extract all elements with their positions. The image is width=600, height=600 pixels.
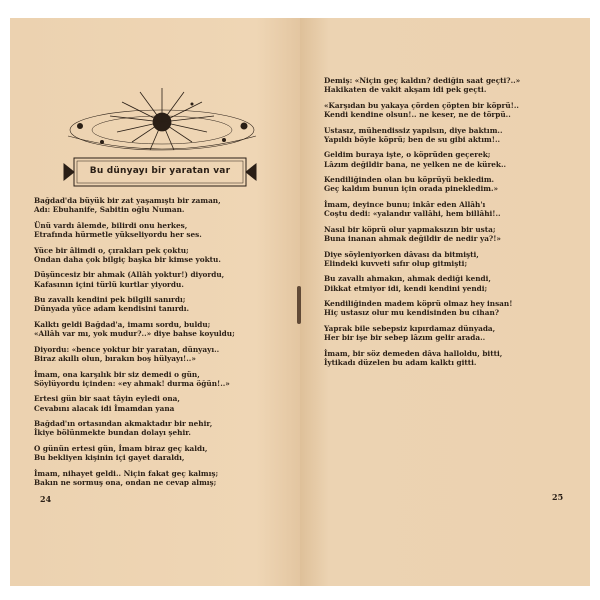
verse-line: Ertesi gün bir saat tâyin eyledi ona, [34,394,180,404]
verse-line: İmam, bir söz demeden dâva halloldu, bitti, [324,348,503,358]
verse-line: Coştu dedi: «yalandır vallâhi, hem billâhi!.. [324,209,501,219]
verse-line: Söylüyordu içinden: «ey ahmak! durma öğün!..» [34,378,230,388]
page-number: 25 [552,492,564,502]
verse-line: Kendi kendine olsun!.. ne keser, ne de törpü.. [324,110,511,119]
stanza [324,101,586,119]
stanza [324,225,586,243]
verse-line: Geldim buraya işte, o köprüden geçerek; [324,150,491,160]
verse-line: O günün ertesi gün, İmam biraz geç kaldı, [34,443,208,453]
stanza [324,200,586,218]
stanza [34,419,296,437]
verse-line: Elindeki kuvveti sıfır olup gitmişti; [324,258,468,268]
stanza [34,196,296,214]
stanza [324,299,586,317]
verse-line: Dikkat etmiyor idi, kendi kendini yendi; [324,283,488,293]
stanza [34,394,296,412]
stanza [34,270,296,288]
binding-staple [297,286,301,324]
verse-line: Düşüncesiz bir ahmak (Allâh yoktur!) diyordu, [34,270,225,280]
stanza [324,175,586,193]
stanza [324,274,586,292]
right-page [300,18,590,586]
verse-line: Her bir işe bir sebep lâzım gelir arada.. [324,333,486,343]
right-poem-text [324,76,586,374]
left-poem-text [34,196,296,494]
verse-line: İytikadı düzelen bu adam kalktı gitti. [324,357,477,367]
stanza [34,246,296,264]
stanza [324,349,586,367]
open-book [10,18,590,586]
verse-line: Ünü vardı âlemde, bilirdi onu herkes, [34,220,188,230]
verse-line: Bağdad'da büyük bir zat yaşamıştı bir zaman, [34,196,221,205]
stanza [324,126,586,144]
verse-line: Kafasının içini türlü kurtlar yiyordu. [34,279,184,289]
stanza [34,345,296,363]
verse-line: Nasıl bir köprü olur yapmaksızın bir usta; [324,224,496,234]
stanza [324,76,586,94]
verse-line: Yüce bir âlimdi o, çırakları pek çoktu; [34,245,189,255]
verse-line: İmam, deyince bunu; inkâr eden Allâh'ı [324,199,486,209]
left-page [10,18,300,586]
verse-line: Bu zavallı ahmakın, ahmak dediği kendi, [324,274,491,284]
verse-line: Hiç ustasız olur mu kendisinden bu cihan? [324,308,500,318]
stanza [34,295,296,313]
poem-title: Bu dünyayı bir yaratan var [89,166,231,176]
verse-line: İkiye bölünmekte bundan dolayı şehir. [34,428,191,438]
verse-line: Cevabını alacak idi İmamdan yana [34,403,175,413]
verse-line: İmam, nihayet geldi.. Niçin fakat geç kalmış; [34,468,219,478]
stanza [324,150,586,168]
verse-line: Geç kaldım bunun için orada pinekledim.» [324,184,499,194]
verse-line: Diye söyleniyorken dâvası da bitmişti, [324,249,479,259]
verse-line: «Karşıdan bu yakaya çörden çöpten bir köprü!.. [324,100,519,110]
verse-line: Dünyada yüce adam kendisini tanırdı. [34,304,190,314]
stanza [34,370,296,388]
verse-line: Ondan daha çok bilgiç başka bir kimse yoktu. [34,254,221,264]
verse-line: Demiş: «Niçin geç kaldın? dediğin saat geçti?..» [324,76,521,85]
verse-line: Kalktı geldi Bağdad'a, imamı sordu, buldu; [34,319,211,329]
verse-line: Diyordu: «bence yoktur bir yaratan, dünyayı.. [34,344,220,354]
verse-line: Yaprak bile sebepsiz kıpırdamaz dünyada, [324,323,496,333]
stanza [34,221,296,239]
verse-line: Bu bekliyen kişinin içi gayet daraldı, [34,453,185,463]
verse-line: Etrafında hürmetle yükseliyordu her ses. [34,230,202,239]
verse-line: Bu zavallı kendini pek bilgili sanırdı; [34,295,186,305]
verse-line: İmam, ona karşılık bir siz demedi o gün, [34,369,200,379]
stanza [324,324,586,342]
verse-line: Adı: Ebuhanife, Sabitin oğlu Numan. [34,205,185,215]
stanza [324,250,586,268]
verse-line: Ustasız, mühendissiz yapılsın, diye baktım.. [324,125,503,135]
verse-line: Bakın ne sormuş ona, ondan ne cevap almış; [34,477,217,487]
verse-line: Yapıldı böyle köprü; ben de su gibi aktım!.. [324,134,501,144]
stanza [34,469,296,487]
verse-line: Buna inanan ahmak değildir de nedir ya?!» [324,233,501,243]
verse-line: Biraz akıllı olun, bırakın boş hülyayı!..» [34,353,196,363]
page-number: 24 [40,494,52,504]
stanza [34,320,296,338]
verse-line: Kendiliğinden madem köprü olmaz hey insan! [324,299,513,309]
verse-line: Lâzım değildir bana, ne yelken ne de kürek.. [324,159,507,169]
verse-line: Bağdad'ın ortasından akmaktadır bir nehir, [34,419,213,429]
verse-line: Kendiliğinden olan bu köprüyü bekledim. [324,175,495,185]
stanza [34,444,296,462]
verse-line: «Allâh var mı, yok mudur?..» diye bahse koyuldu; [34,329,235,339]
verse-line: Hakikaten de vakit akşam idi pek geçti. [324,85,487,95]
